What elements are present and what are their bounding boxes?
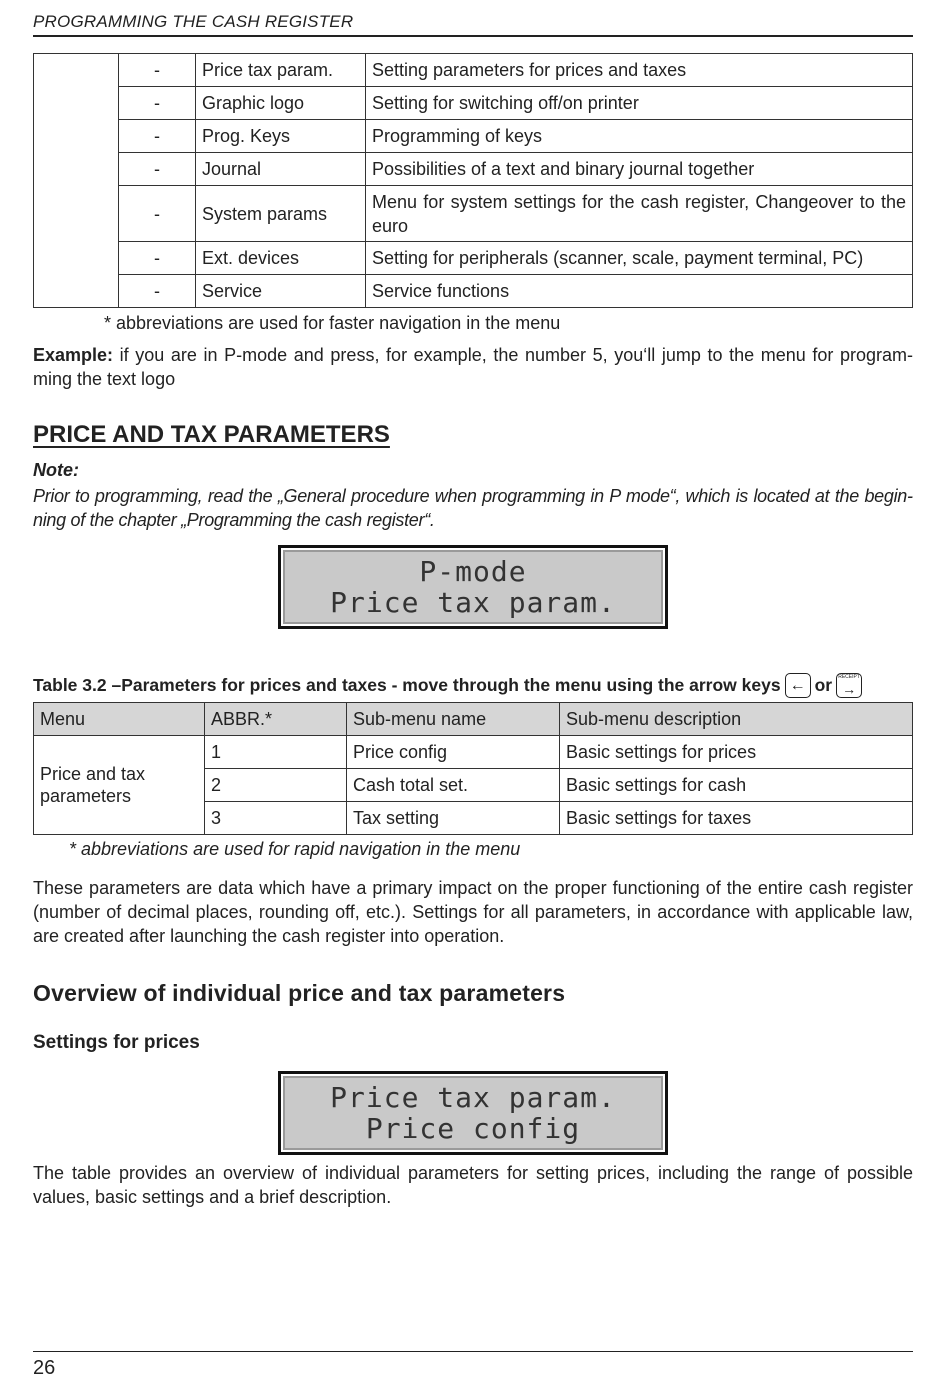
lcd-line-2: Price config [365, 1112, 581, 1145]
table-caption [33, 673, 913, 698]
row-dash: - [119, 186, 196, 242]
table-row [34, 120, 913, 153]
row-dash: - [119, 120, 196, 153]
row-dash: - [119, 54, 196, 87]
row-dash: - [119, 153, 196, 186]
menu-item-name: Ext. devices [196, 242, 366, 275]
menu-table-footnote: * abbreviations are used for faster navigation in the menu [104, 313, 561, 333]
note-text: Prior to programming, read the „General procedure when programming in P mode“, which is located at the beginning of the chapter „Programming the cash register“. [33, 486, 913, 530]
body-paragraph: The table provides an overview of individual parameters for setting prices, including the range of possible values, basic settings and a brief description. [33, 1163, 913, 1207]
row-dash: - [119, 87, 196, 120]
submenu-name-cell: Cash total set. [347, 769, 560, 802]
left-arrow-key-icon: ← [785, 673, 811, 698]
table-row [34, 54, 913, 87]
table-row [34, 736, 913, 769]
submenu-description-cell: Basic settings for prices [560, 736, 913, 769]
receipt-key-icon [836, 673, 862, 698]
menu-item-name: System params [196, 186, 366, 242]
menu-item-name: Service [196, 275, 366, 308]
example-text: if you are in P-mode and press, for example, the number 5, you‘ll jump to the menu for programming the text logo [33, 345, 913, 389]
body-paragraph: These parameters are data which have a primary impact on the proper functioning of the entire cash register (number of decimal places, rounding off, etc.). Settings for all parameters, in accordance with applicable law, are created after launching the cash register into operation. [33, 878, 913, 946]
settings-heading: Settings for prices [33, 1032, 200, 1053]
params-table-footnote: * abbreviations are used for rapid navigation in the menu [69, 839, 521, 859]
column-header: Sub-menu name [347, 703, 560, 736]
row-dash: - [119, 242, 196, 275]
abbr-cell: 1 [205, 736, 347, 769]
menu-item-description: Setting parameters for prices and taxes [366, 54, 913, 87]
menu-item-name: Prog. Keys [196, 120, 366, 153]
table-row [34, 87, 913, 120]
menu-item-description: Menu for system settings for the cash register, Changeover to the euro [366, 186, 913, 242]
column-header: ABBR.* [205, 703, 347, 736]
menu-blank-cell [34, 54, 119, 308]
menu-item-description: Programming of keys [366, 120, 913, 153]
submenu-description-cell: Basic settings for cash [560, 769, 913, 802]
menu-item-description: Setting for peripherals (scanner, scale, payment terminal, PC) [366, 242, 913, 275]
lcd-line-1: P-mode [419, 555, 527, 588]
column-header: Menu [34, 703, 205, 736]
lcd-line-1: Price tax param. [330, 1081, 616, 1114]
abbr-cell: 3 [205, 802, 347, 835]
overview-heading: Overview of individual price and tax parameters [33, 980, 566, 1006]
page-number: 26 [33, 1357, 56, 1379]
menu-item-name: Price tax param. [196, 54, 366, 87]
lcd-display [278, 545, 668, 629]
right-arrow-icon: → [842, 680, 857, 697]
caption-or: or [814, 675, 833, 695]
menu-item-description: Setting for switching off/on printer [366, 87, 913, 120]
price-tax-params-table [33, 702, 913, 835]
table-row [34, 186, 913, 242]
menu-item-description: Service functions [366, 275, 913, 308]
abbr-cell: 2 [205, 769, 347, 802]
menu-item-description: Possibilities of a text and binary journal together [366, 153, 913, 186]
table-header-row [34, 703, 913, 736]
section-title: PRICE AND TAX PARAMETERS [33, 421, 390, 448]
menu-item-name: Graphic logo [196, 87, 366, 120]
table-caption-text: Table 3.2 –Parameters for prices and taxes - move through the menu using the arrow keys [33, 675, 781, 695]
receipt-key-label: RECEIPT [838, 674, 860, 680]
submenu-name-cell: Price config [347, 736, 560, 769]
menu-name-cell: Price and tax parameters [34, 736, 205, 835]
submenu-name-cell: Tax setting [347, 802, 560, 835]
row-dash: - [119, 275, 196, 308]
running-header: PROGRAMMING THE CASH REGISTER [33, 12, 913, 37]
table-row [34, 153, 913, 186]
submenu-description-cell: Basic settings for taxes [560, 802, 913, 835]
table-row [34, 275, 913, 308]
example-paragraph [33, 343, 913, 391]
example-label: Example: [33, 345, 114, 365]
table-row [34, 242, 913, 275]
menu-item-name: Journal [196, 153, 366, 186]
note-label: Note: [33, 460, 79, 480]
p-mode-menu-table [33, 53, 913, 308]
lcd-display [278, 1071, 668, 1155]
column-header: Sub-menu description [560, 703, 913, 736]
lcd-line-2: Price tax param. [330, 586, 616, 619]
footer-rule [33, 1351, 913, 1352]
